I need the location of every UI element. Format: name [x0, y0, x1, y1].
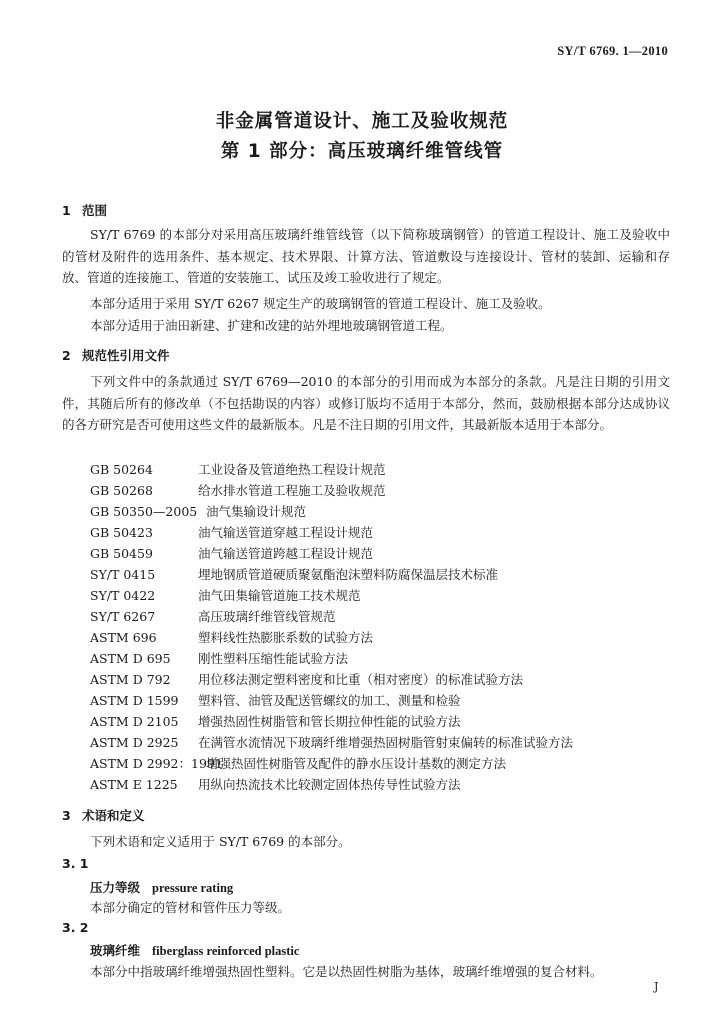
document-subtitle: 第 1 部分：高压玻璃纤维管线管	[220, 141, 504, 162]
section-title: 范围	[82, 203, 108, 218]
reference-item	[90, 754, 506, 772]
reference-code: SY/T 0422	[90, 588, 156, 603]
reference-title: 塑料线性热膨胀系数的试验方法	[198, 630, 374, 645]
reference-code: SY/T 6267	[90, 609, 156, 624]
reference-title: 油气输送管道穿越工程设计规范	[198, 525, 374, 540]
section-3-heading	[62, 806, 145, 824]
section-1-paragraph-2: 本部分适用于采用 SY/T 6267 规定生产的玻璃钢管的管道工程设计、施工及验收。	[90, 296, 551, 311]
reference-code: ASTM D 2105	[90, 714, 179, 729]
reference-item	[90, 733, 573, 751]
reference-item	[90, 628, 373, 646]
section-title: 规范性引用文件	[82, 348, 170, 363]
section-1-heading	[62, 201, 107, 219]
reference-code: ASTM 696	[90, 630, 157, 645]
term-chinese: 玻璃纤维	[90, 943, 141, 958]
reference-title: 油气田集输管道施工技术规范	[198, 588, 361, 603]
section-number: 2	[62, 348, 71, 363]
reference-title: 埋地钢质管道硬质聚氨酯泡沫塑料防腐保温层技术标准	[198, 567, 499, 582]
reference-code: GB 50350—2005	[90, 504, 198, 519]
term-heading	[90, 878, 233, 896]
section-3-intro: 下列术语和定义适用于 SY/T 6769 的本部分。	[90, 834, 351, 849]
reference-code: ASTM D 2992：1991	[90, 756, 223, 771]
reference-title: 在满管水流情况下玻璃纤维增强热固树脂管射束偏转的标准试验方法	[198, 735, 574, 750]
reference-item	[90, 481, 386, 499]
reference-item	[90, 460, 386, 478]
reference-code: ASTM D 792	[90, 672, 171, 687]
term-number: 3. 1	[62, 856, 89, 871]
reference-title: 刚性塑料压缩性能试验方法	[198, 651, 349, 666]
reference-item	[90, 670, 523, 688]
reference-title: 给水排水管道工程施工及验收规范	[198, 483, 386, 498]
reference-item	[90, 649, 348, 667]
reference-title: 增强热固性树脂管和管长期拉伸性能的试验方法	[198, 714, 461, 729]
reference-code: SY/T 0415	[90, 567, 156, 582]
term-chinese: 压力等级	[90, 880, 141, 895]
term-english: pressure rating	[152, 881, 234, 895]
section-1-paragraph-1: SY/T 6769 的本部分对采用高压玻璃纤维管线管（以下简称玻璃钢管）的管道工程设计、施工及验收中的管材及附件的选用条件、基本规定、技术界限、计算方法、管道敷设与连接设计、管材的装卸、运输和存放、管道的连接施工、管道的安装施工、试压及竣工验收进行了规定。	[62, 227, 670, 285]
standard-code: SY/T 6769. 1—2010	[557, 44, 668, 58]
term-number: 3. 2	[62, 920, 89, 935]
reference-item	[90, 586, 361, 604]
reference-item	[90, 775, 461, 793]
reference-title: 高压玻璃纤维管线管规范	[198, 609, 336, 624]
reference-title: 油气输送管道跨越工程设计规范	[198, 546, 374, 561]
reference-title: 用纵向热流技术比较测定固体热传导性试验方法	[198, 777, 461, 792]
reference-title: 增强热固性树脂管及配件的静水压设计基数的测定方法	[206, 756, 507, 771]
reference-item	[90, 544, 373, 562]
section-1-paragraph-3: 本部分适用于油田新建、扩建和改建的站外埋地玻璃钢管道工程。	[90, 318, 453, 333]
reference-code: GB 50423	[90, 525, 153, 540]
reference-title: 用位移法测定塑料密度和比重（相对密度）的标准试验方法	[198, 672, 524, 687]
reference-title: 塑料管、油管及配送管螺纹的加工、测量和检验	[198, 693, 461, 708]
term-definition: 本部分确定的管材和管件压力等级。	[90, 900, 291, 915]
reference-code: ASTM D 2925	[90, 735, 179, 750]
term-english: fiberglass reinforced plastic	[152, 944, 300, 958]
reference-code: GB 50264	[90, 462, 153, 477]
reference-item	[90, 523, 373, 541]
term-definition: 本部分中指玻璃纤维增强热固性塑料。它是以热固性树脂为基体，玻璃纤维增强的复合材料。	[90, 964, 603, 979]
reference-code: ASTM D 695	[90, 651, 171, 666]
reference-title: 油气集输设计规范	[206, 504, 307, 519]
reference-code: ASTM D 1599	[90, 693, 179, 708]
reference-item	[90, 502, 306, 520]
reference-item	[90, 607, 336, 625]
section-2-intro: 下列文件中的条款通过 SY/T 6769—2010 的本部分的引用而成为本部分的条款。凡是注日期的引用文件，其随后所有的修改单（不包括勘误的内容）或修订版均不适用于本部分，然而，鼓励根据本部分达成协议的各方研究是否可使用这些文件的最新版本。凡是不注日期的引用文件，其最新版本适用于本部分。	[62, 374, 670, 432]
reference-item	[90, 712, 461, 730]
reference-item	[90, 565, 498, 583]
section-number: 1	[62, 203, 71, 218]
reference-code: GB 50459	[90, 546, 153, 561]
reference-code: GB 50268	[90, 483, 153, 498]
term-heading	[90, 941, 299, 959]
reference-title: 工业设备及管道绝热工程设计规范	[198, 462, 386, 477]
document-title: 非金属管道设计、施工及验收规范	[215, 111, 509, 132]
page-mark: J	[654, 980, 659, 993]
section-2-heading	[62, 346, 170, 364]
section-title: 术语和定义	[82, 808, 145, 823]
reference-code: ASTM E 1225	[90, 777, 178, 792]
reference-item	[90, 691, 461, 709]
section-number: 3	[62, 808, 71, 823]
